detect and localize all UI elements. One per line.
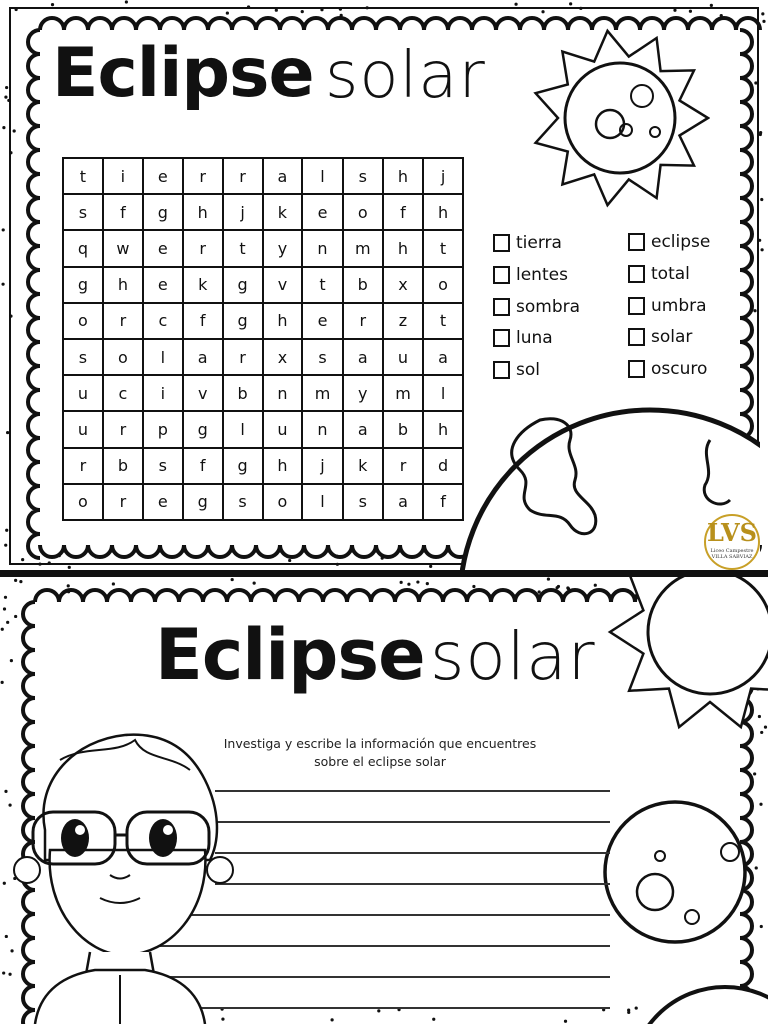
grid-cell[interactable]: s: [343, 158, 383, 194]
grid-cell[interactable]: i: [103, 158, 143, 194]
grid-cell[interactable]: x: [263, 339, 303, 375]
grid-cell[interactable]: o: [63, 303, 103, 339]
grid-cell[interactable]: r: [103, 411, 143, 447]
grid-cell[interactable]: i: [143, 375, 183, 411]
instructions: [200, 735, 560, 771]
grid-cell[interactable]: s: [302, 339, 342, 375]
grid-cell[interactable]: h: [383, 230, 423, 266]
grid-cell[interactable]: a: [423, 339, 463, 375]
grid-row: [63, 339, 463, 375]
page-divider: [0, 570, 768, 577]
instructions-line2: sobre el eclipse solar: [314, 754, 446, 769]
checkbox-eclipse[interactable]: [628, 233, 645, 251]
checkbox-sol[interactable]: [493, 361, 510, 379]
grid-cell[interactable]: q: [63, 230, 103, 266]
word-item: [493, 360, 540, 380]
grid-cell[interactable]: r: [383, 448, 423, 484]
grid-cell[interactable]: w: [103, 230, 143, 266]
writing-line[interactable]: [215, 852, 610, 854]
grid-cell[interactable]: k: [343, 448, 383, 484]
grid-cell[interactable]: t: [423, 303, 463, 339]
grid-cell[interactable]: f: [183, 448, 223, 484]
grid-row: [63, 194, 463, 230]
grid-cell[interactable]: u: [383, 339, 423, 375]
grid-cell[interactable]: f: [103, 194, 143, 230]
word-item: [628, 296, 707, 316]
grid-cell[interactable]: x: [383, 267, 423, 303]
checkbox-lentes[interactable]: [493, 266, 510, 284]
grid-cell[interactable]: j: [423, 158, 463, 194]
word-search-grid: [62, 157, 464, 521]
checkbox-solar[interactable]: [628, 328, 645, 346]
word-label: lentes: [516, 265, 568, 285]
grid-cell[interactable]: a: [383, 484, 423, 520]
school-logo: [704, 514, 760, 570]
grid-cell[interactable]: o: [263, 484, 303, 520]
word-label: eclipse: [651, 232, 711, 252]
grid-cell[interactable]: r: [183, 158, 223, 194]
page-title-thin: solar: [430, 618, 596, 695]
grid-cell[interactable]: e: [302, 303, 342, 339]
grid-row: [63, 230, 463, 266]
grid-cell[interactable]: n: [263, 375, 303, 411]
checkbox-sombra[interactable]: [493, 298, 510, 316]
grid-cell[interactable]: l: [302, 158, 342, 194]
grid-cell[interactable]: g: [63, 267, 103, 303]
grid-cell[interactable]: h: [183, 194, 223, 230]
word-label: sombra: [516, 297, 581, 317]
grid-cell[interactable]: b: [383, 411, 423, 447]
grid-cell[interactable]: k: [263, 194, 303, 230]
grid-cell[interactable]: l: [143, 339, 183, 375]
grid-row: [63, 303, 463, 339]
grid-cell[interactable]: k: [183, 267, 223, 303]
word-item: [628, 327, 692, 347]
grid-cell[interactable]: l: [223, 411, 263, 447]
grid-cell[interactable]: h: [103, 267, 143, 303]
word-label: luna: [516, 328, 553, 348]
grid-cell[interactable]: y: [263, 230, 303, 266]
grid-cell[interactable]: r: [183, 230, 223, 266]
grid-cell[interactable]: m: [343, 230, 383, 266]
word-item: [493, 328, 553, 348]
grid-cell[interactable]: o: [423, 267, 463, 303]
grid-cell[interactable]: s: [343, 484, 383, 520]
grid-cell[interactable]: r: [103, 303, 143, 339]
writing-line[interactable]: [215, 821, 610, 823]
grid-cell[interactable]: b: [343, 267, 383, 303]
grid-cell[interactable]: m: [302, 375, 342, 411]
writing-line[interactable]: [215, 790, 610, 792]
grid-cell[interactable]: c: [103, 375, 143, 411]
grid-cell[interactable]: u: [63, 375, 103, 411]
grid-cell[interactable]: f: [383, 194, 423, 230]
grid-cell[interactable]: s: [143, 448, 183, 484]
grid-cell[interactable]: a: [343, 411, 383, 447]
page-title-bold: Eclipse: [52, 34, 314, 113]
grid-cell[interactable]: m: [383, 375, 423, 411]
grid-cell[interactable]: f: [183, 303, 223, 339]
grid-row: [63, 375, 463, 411]
sun-moon-icon: [530, 20, 710, 210]
word-item: [493, 233, 562, 253]
grid-cell[interactable]: h: [423, 194, 463, 230]
grid-cell[interactable]: a: [263, 158, 303, 194]
grid-row: [63, 411, 463, 447]
grid-cell[interactable]: g: [143, 194, 183, 230]
grid-cell[interactable]: b: [103, 448, 143, 484]
grid-cell[interactable]: e: [302, 194, 342, 230]
grid-cell[interactable]: l: [423, 375, 463, 411]
grid-row: [63, 267, 463, 303]
page-title-bold: Eclipse: [155, 614, 425, 696]
grid-cell[interactable]: t: [63, 158, 103, 194]
grid-cell[interactable]: r: [223, 339, 263, 375]
logo-mark: LVS: [707, 518, 757, 547]
grid-cell[interactable]: d: [423, 448, 463, 484]
grid-cell[interactable]: j: [302, 448, 342, 484]
grid-cell[interactable]: a: [183, 339, 223, 375]
grid-cell[interactable]: n: [302, 230, 342, 266]
instructions-line1: Investiga y escribe la información que encuentres: [223, 736, 537, 751]
grid-cell[interactable]: g: [183, 411, 223, 447]
grid-cell[interactable]: r: [223, 158, 263, 194]
grid-cell[interactable]: u: [63, 411, 103, 447]
grid-cell[interactable]: h: [263, 448, 303, 484]
grid-cell[interactable]: s: [223, 484, 263, 520]
grid-cell[interactable]: v: [263, 267, 303, 303]
grid-cell[interactable]: t: [423, 230, 463, 266]
grid-cell[interactable]: o: [343, 194, 383, 230]
earth-partial-icon: [615, 982, 768, 1024]
grid-cell[interactable]: z: [383, 303, 423, 339]
grid-row: [63, 448, 463, 484]
logo-text-line2: VILLA SABVIAZ: [711, 554, 753, 560]
grid-cell[interactable]: g: [223, 448, 263, 484]
grid-cell[interactable]: g: [183, 484, 223, 520]
grid-cell[interactable]: u: [263, 411, 303, 447]
grid-row: [63, 484, 463, 520]
grid-cell[interactable]: s: [63, 339, 103, 375]
word-item: [628, 232, 710, 252]
grid-cell[interactable]: j: [223, 194, 263, 230]
grid-cell[interactable]: h: [423, 411, 463, 447]
grid-cell[interactable]: h: [263, 303, 303, 339]
word-label: sol: [516, 360, 540, 380]
word-item: [493, 297, 580, 317]
grid-cell[interactable]: e: [143, 158, 183, 194]
grid-cell[interactable]: l: [302, 484, 342, 520]
grid-cell[interactable]: e: [143, 230, 183, 266]
grid-cell[interactable]: t: [223, 230, 263, 266]
grid-cell[interactable]: v: [183, 375, 223, 411]
grid-cell[interactable]: h: [383, 158, 423, 194]
word-item: [493, 265, 568, 285]
word-label: solar: [651, 327, 693, 347]
grid-cell[interactable]: r: [103, 484, 143, 520]
grid-cell[interactable]: a: [343, 339, 383, 375]
checkbox-umbra[interactable]: [628, 297, 645, 315]
writing-line[interactable]: [215, 883, 610, 885]
grid-cell[interactable]: e: [143, 484, 183, 520]
checkbox-luna[interactable]: [493, 329, 510, 347]
grid-cell[interactable]: y: [343, 375, 383, 411]
grid-cell[interactable]: b: [223, 375, 263, 411]
checkbox-tierra[interactable]: [493, 234, 510, 252]
grid-cell[interactable]: f: [423, 484, 463, 520]
grid-row: [63, 158, 463, 194]
grid-cell[interactable]: t: [302, 267, 342, 303]
grid-cell[interactable]: p: [143, 411, 183, 447]
grid-cell[interactable]: g: [223, 303, 263, 339]
grid-cell[interactable]: o: [103, 339, 143, 375]
moon-icon: [590, 792, 760, 952]
grid-cell[interactable]: g: [223, 267, 263, 303]
word-label: tierra: [516, 233, 562, 253]
grid-cell[interactable]: r: [63, 448, 103, 484]
grid-cell[interactable]: r: [343, 303, 383, 339]
word-label: oscuro: [651, 359, 708, 379]
grid-cell[interactable]: c: [143, 303, 183, 339]
word-item: [628, 359, 707, 379]
word-label: umbra: [651, 296, 707, 316]
page-title-thin: solar: [325, 39, 486, 113]
checkbox-total[interactable]: [628, 265, 645, 283]
grid-cell[interactable]: o: [63, 484, 103, 520]
logo-text-line1: Liceo Campestre: [710, 548, 754, 554]
grid-cell[interactable]: e: [143, 267, 183, 303]
checkbox-oscuro[interactable]: [628, 360, 645, 378]
boy-illustration: [5, 720, 240, 1024]
grid-cell[interactable]: s: [63, 194, 103, 230]
grid-cell[interactable]: n: [302, 411, 342, 447]
word-item: [628, 264, 690, 284]
word-label: total: [651, 264, 690, 284]
